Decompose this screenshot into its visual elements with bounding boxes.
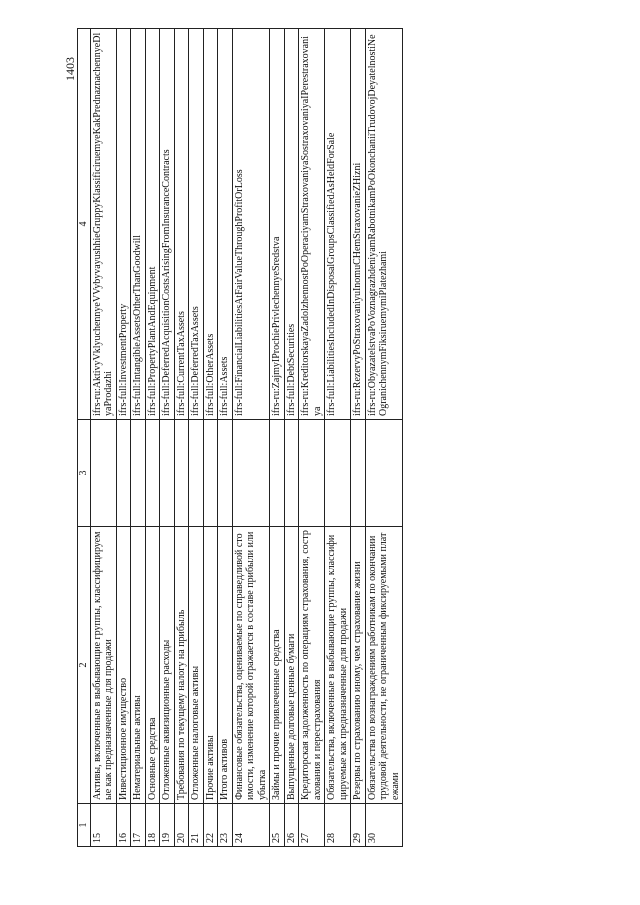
table-row xyxy=(174,29,189,847)
header-col-3: 3 xyxy=(78,420,91,527)
row-code-cell: ifrs-ru:ZajmyIProchiePrivlechennyeSredstva xyxy=(270,29,285,420)
header-row xyxy=(78,29,91,847)
row-number-cell: 29 xyxy=(351,804,366,847)
row-col3-cell xyxy=(365,420,403,527)
row-col3-cell xyxy=(160,420,175,527)
row-col3-cell xyxy=(351,420,366,527)
row-code-cell: ifrs-ru:KreditorskayaZadolzhennostPoOperaciyamStraxovaniyaSostraxovaniyaIPerestraxovaniya xyxy=(299,29,325,420)
row-name-cell: Основные средства xyxy=(145,527,160,804)
table-row xyxy=(299,29,325,847)
row-number-cell: 23 xyxy=(218,804,233,847)
row-name-cell: Выпущенные долговые ценные бумаги xyxy=(284,527,299,804)
row-code-cell: ifrs-full:DebtSecurities xyxy=(284,29,299,420)
row-col3-cell xyxy=(131,420,146,527)
row-name-cell: Финансовые обязательства, оцениваемые по справедливой стоимости, изменение которой отражается в составе прибыли или убытка xyxy=(232,527,270,804)
table-row xyxy=(116,29,131,847)
row-number-cell: 17 xyxy=(131,804,146,847)
row-number-cell: 22 xyxy=(203,804,218,847)
row-name-cell: Обязательства, включенные в выбывающие группы, классифицируемые как предназначенные для продажи xyxy=(325,527,351,804)
table-row xyxy=(203,29,218,847)
row-name-cell: Итого активов xyxy=(218,527,233,804)
header-col-2: 2 xyxy=(78,527,91,804)
row-name-cell: Инвестиционное имущество xyxy=(116,527,131,804)
row-number-cell: 20 xyxy=(174,804,189,847)
table-row xyxy=(270,29,285,847)
row-name-cell: Требования по текущему налогу на прибыль xyxy=(174,527,189,804)
row-name-cell: Резервы по страхованию иному, чем страхование жизни xyxy=(351,527,366,804)
row-col3-cell xyxy=(174,420,189,527)
row-code-cell: ifrs-full:FinancialLiabilitiesAtFairValueThroughProfitOrLoss xyxy=(232,29,270,420)
table-row xyxy=(365,29,403,847)
row-col3-cell xyxy=(203,420,218,527)
table-row xyxy=(218,29,233,847)
row-code-cell: ifrs-full:IntangibleAssetsOtherThanGoodwill xyxy=(131,29,146,420)
row-name-cell: Нематериальные активы xyxy=(131,527,146,804)
table-row xyxy=(189,29,204,847)
row-col3-cell xyxy=(145,420,160,527)
page-number: 1403 xyxy=(63,57,77,81)
row-code-cell: ifrs-full:DeferredAcquisitionCostsArisingFromInsuranceContracts xyxy=(160,29,175,420)
row-col3-cell xyxy=(189,420,204,527)
row-col3-cell xyxy=(90,420,116,527)
row-col3-cell xyxy=(325,420,351,527)
row-number-cell: 30 xyxy=(365,804,403,847)
row-number-cell: 24 xyxy=(232,804,270,847)
table-row xyxy=(90,29,116,847)
table-row xyxy=(232,29,270,847)
table-row xyxy=(160,29,175,847)
row-number-cell: 15 xyxy=(90,804,116,847)
row-name-cell: Займы и прочие привлеченные средства xyxy=(270,527,285,804)
row-code-cell: ifrs-full:InvestmentProperty xyxy=(116,29,131,420)
header-col-1: 1 xyxy=(78,804,91,847)
row-number-cell: 27 xyxy=(299,804,325,847)
row-name-cell: Отложенные аквизиционные расходы xyxy=(160,527,175,804)
table-row xyxy=(284,29,299,847)
row-name-cell: Прочие активы xyxy=(203,527,218,804)
table-body xyxy=(90,29,403,847)
row-name-cell: Обязательства по вознаграждениям работникам по окончании трудовой деятельности, не ограниченным фиксируемыми платежами xyxy=(365,527,403,804)
row-code-cell: ifrs-full:DeferredTaxAssets xyxy=(189,29,204,420)
table-row xyxy=(325,29,351,847)
table-row xyxy=(131,29,146,847)
xbrl-mapping-table xyxy=(77,28,403,847)
row-code-cell: ifrs-ru:ObyazatelstvaPoVoznagrazhdeniyamRabotnikamPoOkonchaniiTrudovojDeyatelnostiNeOgranichennymFiksiruemymiPlatezhami xyxy=(365,29,403,420)
row-code-cell: ifrs-full:OtherAssets xyxy=(203,29,218,420)
row-number-cell: 26 xyxy=(284,804,299,847)
row-col3-cell xyxy=(270,420,285,527)
header-col-4: 4 xyxy=(78,29,91,420)
row-number-cell: 16 xyxy=(116,804,131,847)
row-name-cell: Активы, включенные в выбывающие группы, классифицируемые как предназначенные для продажи xyxy=(90,527,116,804)
row-code-cell: ifrs-full:CurrentTaxAssets xyxy=(174,29,189,420)
row-code-cell: ifrs-full:Assets xyxy=(218,29,233,420)
row-name-cell: Кредиторская задолженность по операциям страхования, сострахования и перестрахования xyxy=(299,527,325,804)
table-row xyxy=(145,29,160,847)
row-col3-cell xyxy=(232,420,270,527)
rotated-page xyxy=(63,32,577,847)
row-number-cell: 19 xyxy=(160,804,175,847)
row-col3-cell xyxy=(299,420,325,527)
row-col3-cell xyxy=(218,420,233,527)
row-code-cell: ifrs-ru:AktivyVklyuchennyeVVybyvayushhieGruppyKlassificiruemyeKakPrednaznachennyeDlyaProdazhi xyxy=(90,29,116,420)
row-code-cell: ifrs-ru:RezervyPoStraxovaniyuInomuCHemStraxovanieZHizni xyxy=(351,29,366,420)
row-code-cell: ifrs-full:PropertyPlantAndEquipment xyxy=(145,29,160,420)
row-number-cell: 18 xyxy=(145,804,160,847)
table-row xyxy=(351,29,366,847)
row-number-cell: 21 xyxy=(189,804,204,847)
row-col3-cell xyxy=(116,420,131,527)
row-number-cell: 28 xyxy=(325,804,351,847)
row-code-cell: ifrs-full:LiabilitiesIncludedInDisposalGroupsClassifiedAsHeldForSale xyxy=(325,29,351,420)
row-col3-cell xyxy=(284,420,299,527)
row-number-cell: 25 xyxy=(270,804,285,847)
row-name-cell: Отложенные налоговые активы xyxy=(189,527,204,804)
